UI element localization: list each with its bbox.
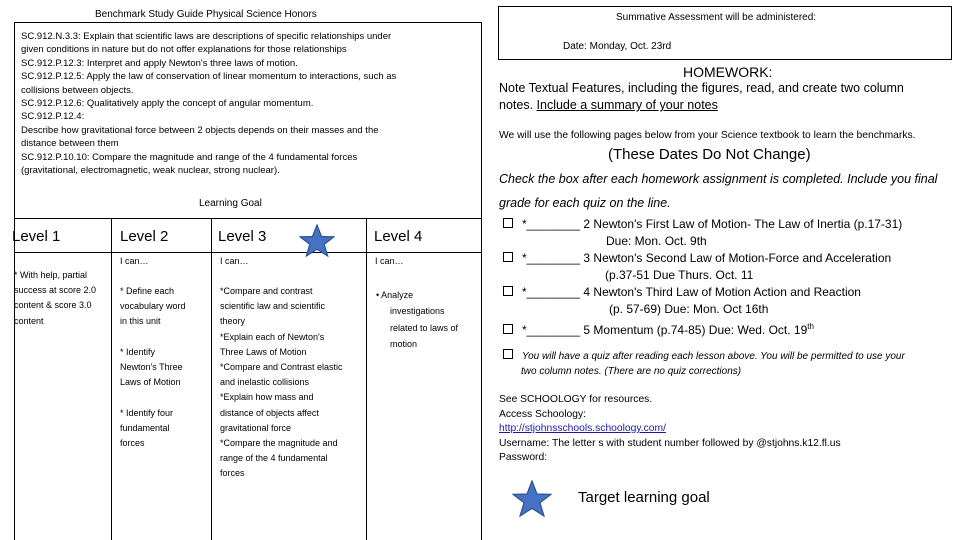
level-3-line: *Compare the magnitude and xyxy=(220,438,338,449)
benchmarks-box xyxy=(14,22,482,218)
legend-star-icon xyxy=(512,480,552,517)
quiz-note xyxy=(503,349,905,379)
level-2-can: I can… xyxy=(120,256,149,266)
level-1-line: content xyxy=(14,315,44,326)
benchmark-line xyxy=(21,138,119,150)
assignment-title: *________ 4 Newton's Third Law of Motion Action and Reaction xyxy=(522,285,861,299)
level-4-description xyxy=(376,287,480,353)
benchmark-line xyxy=(21,71,396,83)
schoology-see: See SCHOOLOGY for resources. xyxy=(499,394,653,405)
benchmark-code: SC.912.P.10.10: xyxy=(21,151,90,163)
level-2-description xyxy=(120,284,210,451)
assignment-title: *________ 2 Newton's First Law of Motion- The Law of Inertia (p.17-31) xyxy=(522,217,903,231)
benchmark-text: distance between them xyxy=(21,138,119,150)
schoology-link[interactable]: http://stjohnsschools.schoology.com/ xyxy=(499,423,666,434)
assignment-item xyxy=(503,250,902,267)
level-2-line: Newton's Three xyxy=(120,362,183,372)
assignment-due: (p. 57-69) Due: Mon. Oct 16th xyxy=(609,302,769,316)
assignment-due: Due: Mon. Oct. 9th xyxy=(606,234,707,248)
level-4-line: • Analyze xyxy=(376,290,414,300)
level-3-line: distance of objects affect xyxy=(220,407,319,418)
level-2-line: * Define each xyxy=(120,286,175,296)
schoology-password: Password: xyxy=(499,452,548,463)
level-4-line: related to laws of xyxy=(390,322,459,333)
quiz-note-line-2: two column notes. (There are no quiz corrections) xyxy=(521,366,742,377)
benchmark-line xyxy=(21,31,391,43)
homework-line-2 xyxy=(499,98,718,112)
level-3-line: Three Laws of Motion xyxy=(220,346,307,357)
benchmark-text: collisions between objects. xyxy=(21,84,134,96)
level-3-line: gravitational force xyxy=(220,422,292,433)
level-4-line: investigations xyxy=(390,306,445,317)
grid-col-divider-3 xyxy=(366,218,367,540)
benchmark-line xyxy=(21,85,133,97)
benchmark-line xyxy=(21,125,379,137)
level-3-line: range of the 4 fundamental xyxy=(220,453,328,464)
legend-label: Target learning goal xyxy=(578,489,710,506)
assignment-checkbox[interactable] xyxy=(503,286,513,296)
assignment-list xyxy=(503,216,902,339)
benchmark-text: Explain that scientific laws are descriptions of specific relationships under xyxy=(80,31,392,42)
quiz-checkbox[interactable] xyxy=(503,349,513,359)
level-4-can: I can… xyxy=(375,256,404,266)
homework-line-2-start: notes. xyxy=(499,98,537,112)
homework-summary-instruction: Include a summary of your notes xyxy=(536,98,718,112)
benchmark-text: Apply the law of conservation of linear momentum to interactions, such as xyxy=(84,71,397,83)
assignment-item xyxy=(503,216,902,233)
dates-note: (These Dates Do Not Change) xyxy=(608,146,811,163)
benchmark-line xyxy=(21,58,298,70)
benchmark-text: Qualitatively apply the concept of angular momentum. xyxy=(84,98,314,109)
grid-col-divider-2 xyxy=(211,218,212,540)
level-3-line: *Compare and Contrast elastic xyxy=(220,362,343,373)
grid-col-divider-1 xyxy=(111,218,112,540)
benchmark-line xyxy=(21,152,357,164)
level-3-line: *Compare and contrast xyxy=(220,286,313,296)
benchmark-text: Compare the magnitude and range of the 4 fundamental forces xyxy=(89,151,358,163)
level-3-header: Level 3 xyxy=(218,228,267,245)
level-3-line: forces xyxy=(220,468,245,479)
legend-star-shape xyxy=(513,481,551,516)
benchmark-text: given conditions in nature but do not offer explanations for those relationships xyxy=(21,44,347,56)
level-2-line xyxy=(120,330,210,345)
check-instruction-2: grade for each quiz on the line. xyxy=(499,196,671,210)
benchmark-code: SC.912.P.12.5: xyxy=(21,71,85,83)
benchmark-text: Describe how gravitational force between 2 objects depends on their masses and the xyxy=(21,124,379,136)
schoology-info xyxy=(499,393,841,466)
level-2-line xyxy=(120,390,210,405)
level-3-line: *Explain each of Newton's xyxy=(220,331,325,342)
quiz-note-line-1: You will have a quiz after reading each lesson above. You will be permitted to use your xyxy=(522,351,905,362)
summative-title: Summative Assessment will be administered: xyxy=(616,12,817,23)
level-2-line: forces xyxy=(120,438,145,448)
grid-right-border xyxy=(481,218,482,540)
assignment-checkbox[interactable] xyxy=(503,252,513,262)
grid-left-border xyxy=(14,218,15,540)
star-shape xyxy=(300,225,334,256)
level-1-line: * With help, partial xyxy=(14,270,88,280)
benchmark-line xyxy=(21,165,280,177)
ordinal-suffix: th xyxy=(807,322,814,331)
textbook-pages-note: We will use the following pages below from your Science textbook to learn the benchmarks. xyxy=(499,130,916,141)
assignment-checkbox[interactable] xyxy=(503,218,513,228)
benchmark-line xyxy=(21,98,313,110)
level-3-description xyxy=(220,284,365,482)
learning-goal-label: Learning Goal xyxy=(199,198,262,209)
schoology-username: Username: The letter s with student number followed by @stjohns.k12.fl.us xyxy=(499,437,841,449)
level-4-header: Level 4 xyxy=(374,228,423,245)
level-1-description xyxy=(14,268,111,329)
level-2-header: Level 2 xyxy=(120,228,169,245)
summative-date: Date: Monday, Oct. 23rd xyxy=(563,41,672,52)
benchmark-code: SC.912.N.3.3: xyxy=(21,31,81,42)
level-1-line: content & score 3.0 xyxy=(14,300,92,311)
level-2-line: fundamental xyxy=(120,422,170,433)
benchmark-text: Interpret and apply Newton's three laws of motion. xyxy=(84,57,298,69)
benchmark-code: SC.912.P.12.4: xyxy=(21,111,85,123)
assignment-item xyxy=(503,318,902,339)
level-3-line: scientific law and scientific xyxy=(220,301,326,312)
assignment-item xyxy=(503,284,902,301)
benchmark-line xyxy=(21,111,84,123)
study-guide-title: Benchmark Study Guide Physical Science Honors xyxy=(95,9,317,20)
level-3-line: theory xyxy=(220,316,246,327)
level-2-line: in this unit xyxy=(120,316,161,327)
schoology-access-label: Access Schoology: xyxy=(499,408,586,420)
level-1-line: success at score 2.0 xyxy=(14,285,97,296)
level-2-line: * Identify xyxy=(120,346,156,357)
assignment-checkbox[interactable] xyxy=(503,324,513,334)
level-3-can: I can… xyxy=(220,256,249,266)
benchmark-line xyxy=(21,44,347,56)
level-2-line: * Identify four xyxy=(120,407,174,418)
grid-header-divider xyxy=(14,252,482,253)
benchmark-text: (gravitational, electromagnetic, weak nuclear, strong nuclear). xyxy=(21,165,280,176)
grid-top-border xyxy=(14,218,482,219)
assignment-title: *________ 5 Momentum (p.74-85) Due: Wed. Oct. 19 xyxy=(522,323,808,337)
homework-title: HOMEWORK: xyxy=(683,64,773,80)
assignment-title: *________ 3 Newton's Second Law of Motion-Force and Acceleration xyxy=(522,251,892,265)
level-2-line: vocabulary word xyxy=(120,301,186,312)
target-star-icon xyxy=(299,224,335,257)
benchmark-code: SC.912.P.12.6: xyxy=(21,98,85,109)
homework-line-1: Note Textual Features, including the figures, read, and create two column xyxy=(499,81,904,95)
level-3-line: *Explain how mass and xyxy=(220,392,314,403)
level-1-header: Level 1 xyxy=(12,228,61,245)
level-3-line: and inelastic collisions xyxy=(220,377,310,388)
benchmark-code: SC.912.P.12.3: xyxy=(21,57,85,69)
assignment-due: (p.37-51 Due Thurs. Oct. 11 xyxy=(605,268,754,282)
check-instruction-1: Check the box after each homework assignment is completed. Include you final xyxy=(499,172,938,186)
level-2-line: Laws of Motion xyxy=(120,377,181,388)
summative-box xyxy=(498,6,952,60)
level-4-line: motion xyxy=(390,339,418,350)
